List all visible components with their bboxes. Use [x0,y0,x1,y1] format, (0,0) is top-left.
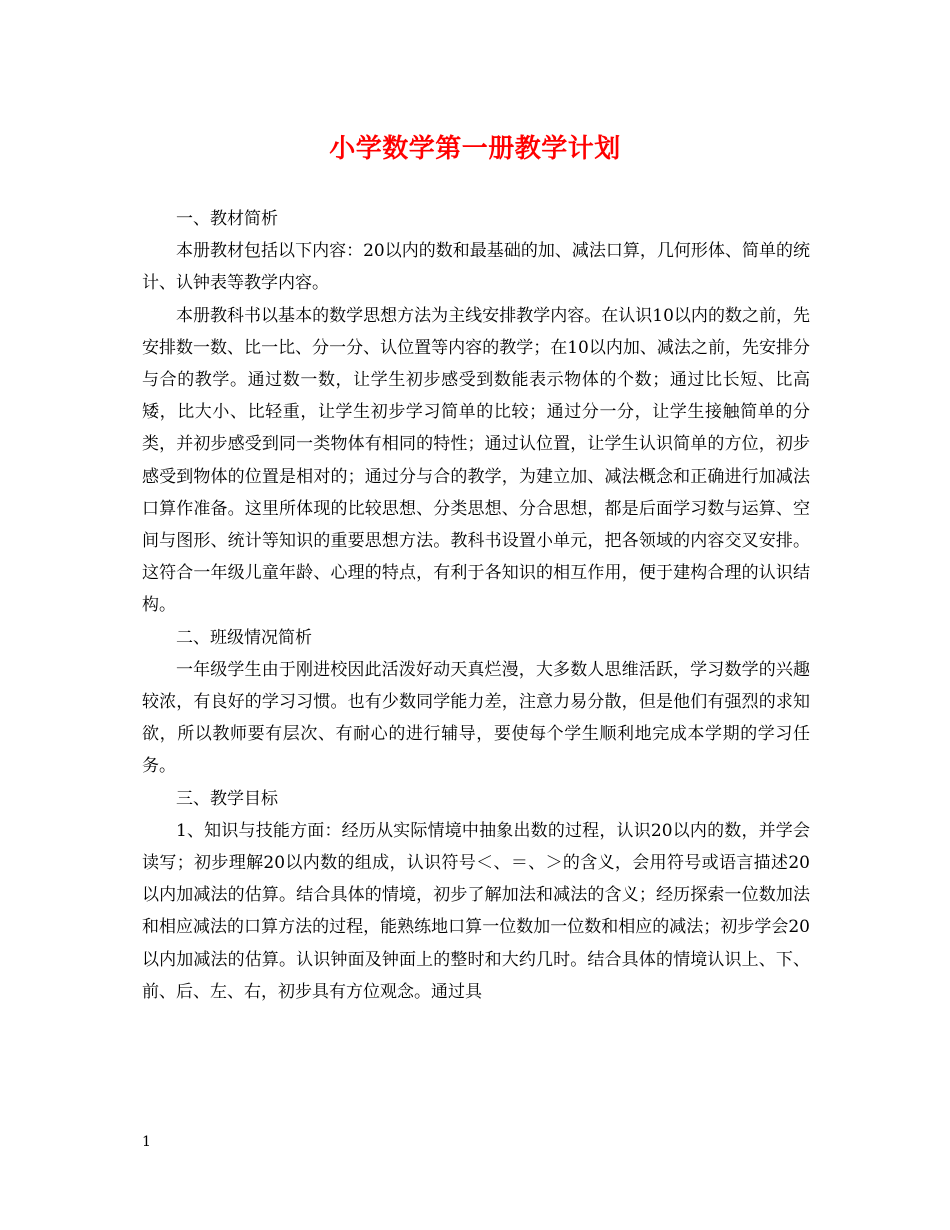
section-heading-goals: 三、教学目标 [176,788,278,809]
paragraph: 本册教材包括以下内容：20以内的数和最基础的加、减法口算，几何形体、简单的统计、认钟表等教学内容。 [142,241,810,294]
document-title: 小学数学第一册教学计划 [329,134,621,164]
page-number: 1 [142,1134,151,1150]
paragraph: 1、知识与技能方面：经历从实际情境中抽象出数的过程，认识20以内的数，并学会读写；初步理解20以内数的组成，认识符号＜、＝、＞的含义，会用符号或语言描述20以内加减法的估算。结合具体的情境，初步了解加法和减法的含义；经历探索一位数加法和相应减法的口算方法的过程，能熟练地口算一位数加一位数和相应的减法；初步学会20以内加减法的估算。认识钟面及钟面上的整时和大约几时。结合具体的情境认识上、下、前、后、左、右，初步具有方位观念。通过具 [142,820,810,1002]
section-heading-class: 二、班级情况简析 [176,627,312,648]
paragraph: 一年级学生由于刚进校因此活泼好动天真烂漫，大多数人思维活跃，学习数学的兴趣较浓，有良好的学习习惯。也有少数同学能力差，注意力易分散，但是他们有强烈的求知欲，所以教师要有层次、有耐心的进行辅导，要使每个学生顺利地完成本学期的学习任务。 [142,659,810,777]
paragraph: 本册教科书以基本的数学思想方法为主线安排教学内容。在认识10以内的数之前，先安排数一数、比一比、分一分、认位置等内容的教学；在10以内加、减法之前，先安排分与合的教学。通过数一数，让学生初步感受到数能表示物体的个数；通过比长短、比高矮，比大小、比轻重，让学生初步学习简单的比较；通过分一分，让学生接触简单的分类，并初步感受到同一类物体有相同的特性；通过认位置，让学生认识简单的方位，初步感受到物体的位置是相对的；通过分与合的教学，为建立加、减法概念和正确进行加减法口算作准备。这里所体现的比较思想、分类思想、分合思想，都是后面学习数与运算、空间与图形、统计等知识的重要思想方法。教科书设置小单元，把各领域的内容交叉安排。这符合一年级儿童年龄、心理的特点，有利于各知识的相互作用，便于建构合理的认识结构。 [142,305,810,616]
section-heading-materials: 一、教材简析 [176,209,278,229]
document-body [142,203,810,1008]
